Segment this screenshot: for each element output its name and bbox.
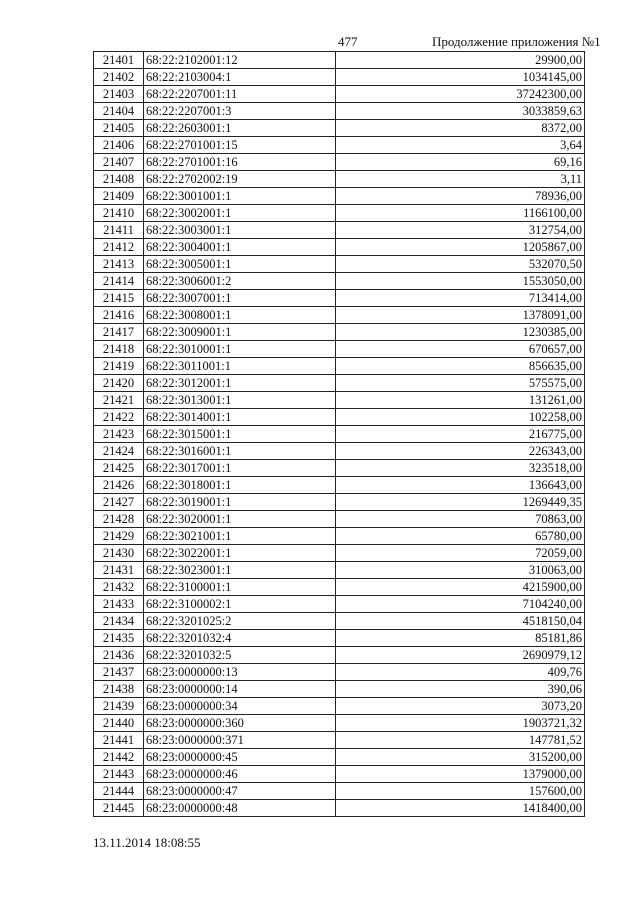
row-number: 21405 (94, 120, 144, 137)
cadastral-value: 1418400,00 (336, 800, 585, 817)
cadastral-number: 68:22:2702002:19 (144, 171, 336, 188)
cadastral-number: 68:23:0000000:13 (144, 664, 336, 681)
cadastral-value: 532070,50 (336, 256, 585, 273)
row-number: 21422 (94, 409, 144, 426)
cadastral-value: 315200,00 (336, 749, 585, 766)
table-row (94, 375, 585, 392)
cadastral-number: 68:22:3023001:1 (144, 562, 336, 579)
cadastral-value: 69,16 (336, 154, 585, 171)
row-number: 21441 (94, 732, 144, 749)
row-number: 21411 (94, 222, 144, 239)
cadastral-value: 70863,00 (336, 511, 585, 528)
cadastral-number: 68:22:3020001:1 (144, 511, 336, 528)
row-number: 21436 (94, 647, 144, 664)
cadastral-value: 157600,00 (336, 783, 585, 800)
table-row (94, 800, 585, 817)
cadastral-value: 1378091,00 (336, 307, 585, 324)
table-row (94, 715, 585, 732)
cadastral-number: 68:22:3006001:2 (144, 273, 336, 290)
cadastral-number: 68:23:0000000:46 (144, 766, 336, 783)
cadastral-value: 390,06 (336, 681, 585, 698)
cadastral-number: 68:22:2603001:1 (144, 120, 336, 137)
table-row (94, 460, 585, 477)
cadastral-value: 323518,00 (336, 460, 585, 477)
row-number: 21401 (94, 52, 144, 69)
cadastral-value: 85181,86 (336, 630, 585, 647)
row-number: 21432 (94, 579, 144, 596)
table-row (94, 324, 585, 341)
cadastral-number: 68:22:3100002:1 (144, 596, 336, 613)
cadastral-number: 68:23:0000000:360 (144, 715, 336, 732)
table-row (94, 511, 585, 528)
cadastral-value: 1903721,32 (336, 715, 585, 732)
table-row (94, 664, 585, 681)
row-number: 21413 (94, 256, 144, 273)
table-row (94, 494, 585, 511)
table-row (94, 86, 585, 103)
table-row (94, 341, 585, 358)
cadastral-value: 713414,00 (336, 290, 585, 307)
cadastral-number: 68:23:0000000:47 (144, 783, 336, 800)
cadastral-number: 68:22:3014001:1 (144, 409, 336, 426)
table-row (94, 103, 585, 120)
table-row (94, 562, 585, 579)
cadastral-value: 312754,00 (336, 222, 585, 239)
row-number: 21418 (94, 341, 144, 358)
cadastral-number: 68:22:3010001:1 (144, 341, 336, 358)
cadastral-value: 3,11 (336, 171, 585, 188)
row-number: 21435 (94, 630, 144, 647)
cadastral-value: 3073,20 (336, 698, 585, 715)
cadastral-value: 226343,00 (336, 443, 585, 460)
table-row (94, 171, 585, 188)
table-row (94, 52, 585, 69)
table-row (94, 426, 585, 443)
table-row (94, 528, 585, 545)
table-row (94, 307, 585, 324)
cadastral-value: 3033859,63 (336, 103, 585, 120)
cadastral-value: 1553050,00 (336, 273, 585, 290)
cadastral-value: 1034145,00 (336, 69, 585, 86)
table-row (94, 137, 585, 154)
row-number: 21402 (94, 69, 144, 86)
cadastral-number: 68:22:3012001:1 (144, 375, 336, 392)
cadastral-number: 68:22:3019001:1 (144, 494, 336, 511)
cadastral-number: 68:22:2102001:12 (144, 52, 336, 69)
row-number: 21417 (94, 324, 144, 341)
table-row (94, 749, 585, 766)
table-row (94, 273, 585, 290)
cadastral-number: 68:22:3002001:1 (144, 205, 336, 222)
cadastral-number: 68:22:2207001:11 (144, 86, 336, 103)
table-row (94, 681, 585, 698)
row-number: 21421 (94, 392, 144, 409)
cadastral-value: 310063,00 (336, 562, 585, 579)
row-number: 21424 (94, 443, 144, 460)
table-row (94, 766, 585, 783)
row-number: 21406 (94, 137, 144, 154)
cadastral-value: 670657,00 (336, 341, 585, 358)
row-number: 21434 (94, 613, 144, 630)
footer-timestamp: 13.11.2014 18:08:55 (93, 835, 201, 850)
table-row (94, 647, 585, 664)
cadastral-number: 68:22:3201032:4 (144, 630, 336, 647)
row-number: 21437 (94, 664, 144, 681)
cadastral-number: 68:22:3007001:1 (144, 290, 336, 307)
row-number: 21429 (94, 528, 144, 545)
row-number: 21439 (94, 698, 144, 715)
cadastral-value: 147781,52 (336, 732, 585, 749)
table-row (94, 477, 585, 494)
cadastral-value: 4215900,00 (336, 579, 585, 596)
cadastral-number: 68:22:3008001:1 (144, 307, 336, 324)
table-row (94, 205, 585, 222)
cadastral-value: 1166100,00 (336, 205, 585, 222)
table-row (94, 613, 585, 630)
cadastral-value: 4518150,04 (336, 613, 585, 630)
row-number: 21440 (94, 715, 144, 732)
table-row (94, 596, 585, 613)
row-number: 21426 (94, 477, 144, 494)
table-row (94, 783, 585, 800)
row-number: 21403 (94, 86, 144, 103)
row-number: 21407 (94, 154, 144, 171)
row-number: 21412 (94, 239, 144, 256)
cadastral-number: 68:22:3013001:1 (144, 392, 336, 409)
cadastral-number: 68:22:2701001:15 (144, 137, 336, 154)
cadastral-value: 7104240,00 (336, 596, 585, 613)
row-number: 21423 (94, 426, 144, 443)
cadastral-number: 68:22:3201032:5 (144, 647, 336, 664)
row-number: 21442 (94, 749, 144, 766)
cadastral-value: 29900,00 (336, 52, 585, 69)
table-row (94, 69, 585, 86)
table-row (94, 222, 585, 239)
row-number: 21410 (94, 205, 144, 222)
cadastral-number: 68:22:3003001:1 (144, 222, 336, 239)
cadastral-value: 1269449,35 (336, 494, 585, 511)
row-number: 21438 (94, 681, 144, 698)
cadastral-number: 68:22:3018001:1 (144, 477, 336, 494)
cadastral-value: 1379000,00 (336, 766, 585, 783)
cadastral-value: 37242300,00 (336, 86, 585, 103)
cadastral-number: 68:22:3016001:1 (144, 443, 336, 460)
cadastral-number: 68:22:3015001:1 (144, 426, 336, 443)
row-number: 21428 (94, 511, 144, 528)
page-number: 477 (338, 34, 358, 49)
cadastral-number: 68:22:3001001:1 (144, 188, 336, 205)
table-body (94, 52, 585, 817)
table-row (94, 239, 585, 256)
table-row (94, 630, 585, 647)
cadastral-number: 68:22:2207001:3 (144, 103, 336, 120)
cadastral-value: 409,76 (336, 664, 585, 681)
cadastral-number: 68:22:3100001:1 (144, 579, 336, 596)
row-number: 21443 (94, 766, 144, 783)
table-row (94, 392, 585, 409)
cadastral-value: 136643,00 (336, 477, 585, 494)
cadastral-number: 68:23:0000000:371 (144, 732, 336, 749)
row-number: 21409 (94, 188, 144, 205)
table-row (94, 290, 585, 307)
cadastral-value: 131261,00 (336, 392, 585, 409)
cadastral-value: 78936,00 (336, 188, 585, 205)
cadastral-number: 68:22:3009001:1 (144, 324, 336, 341)
table-row (94, 154, 585, 171)
cadastral-value: 3,64 (336, 137, 585, 154)
row-number: 21416 (94, 307, 144, 324)
cadastral-number: 68:22:2103004:1 (144, 69, 336, 86)
table-row (94, 579, 585, 596)
table-row (94, 732, 585, 749)
table-row (94, 256, 585, 273)
table-row (94, 120, 585, 137)
row-number: 21414 (94, 273, 144, 290)
table-row (94, 358, 585, 375)
cadastral-number: 68:22:3021001:1 (144, 528, 336, 545)
row-number: 21444 (94, 783, 144, 800)
cadastral-number: 68:23:0000000:14 (144, 681, 336, 698)
table-row (94, 409, 585, 426)
row-number: 21427 (94, 494, 144, 511)
cadastral-number: 68:22:3005001:1 (144, 256, 336, 273)
cadastral-value: 2690979,12 (336, 647, 585, 664)
cadastral-value: 72059,00 (336, 545, 585, 562)
cadastral-number: 68:22:2701001:16 (144, 154, 336, 171)
appendix-continuation-note: Продолжение приложения №1 (432, 34, 601, 49)
row-number: 21404 (94, 103, 144, 120)
cadastral-value-table (93, 51, 585, 817)
cadastral-value: 575575,00 (336, 375, 585, 392)
row-number: 21425 (94, 460, 144, 477)
row-number: 21419 (94, 358, 144, 375)
cadastral-number: 68:23:0000000:45 (144, 749, 336, 766)
cadastral-value: 65780,00 (336, 528, 585, 545)
cadastral-number: 68:22:3017001:1 (144, 460, 336, 477)
row-number: 21431 (94, 562, 144, 579)
row-number: 21430 (94, 545, 144, 562)
cadastral-number: 68:22:3201025:2 (144, 613, 336, 630)
row-number: 21433 (94, 596, 144, 613)
table-row (94, 545, 585, 562)
cadastral-value: 1205867,00 (336, 239, 585, 256)
table-row (94, 698, 585, 715)
row-number: 21408 (94, 171, 144, 188)
row-number: 21420 (94, 375, 144, 392)
cadastral-value: 1230385,00 (336, 324, 585, 341)
cadastral-value: 856635,00 (336, 358, 585, 375)
cadastral-number: 68:22:3022001:1 (144, 545, 336, 562)
cadastral-number: 68:23:0000000:48 (144, 800, 336, 817)
cadastral-number: 68:22:3011001:1 (144, 358, 336, 375)
cadastral-number: 68:23:0000000:34 (144, 698, 336, 715)
cadastral-value: 102258,00 (336, 409, 585, 426)
row-number: 21415 (94, 290, 144, 307)
cadastral-number: 68:22:3004001:1 (144, 239, 336, 256)
cadastral-value: 8372,00 (336, 120, 585, 137)
cadastral-value: 216775,00 (336, 426, 585, 443)
table-row (94, 443, 585, 460)
table-row (94, 188, 585, 205)
row-number: 21445 (94, 800, 144, 817)
